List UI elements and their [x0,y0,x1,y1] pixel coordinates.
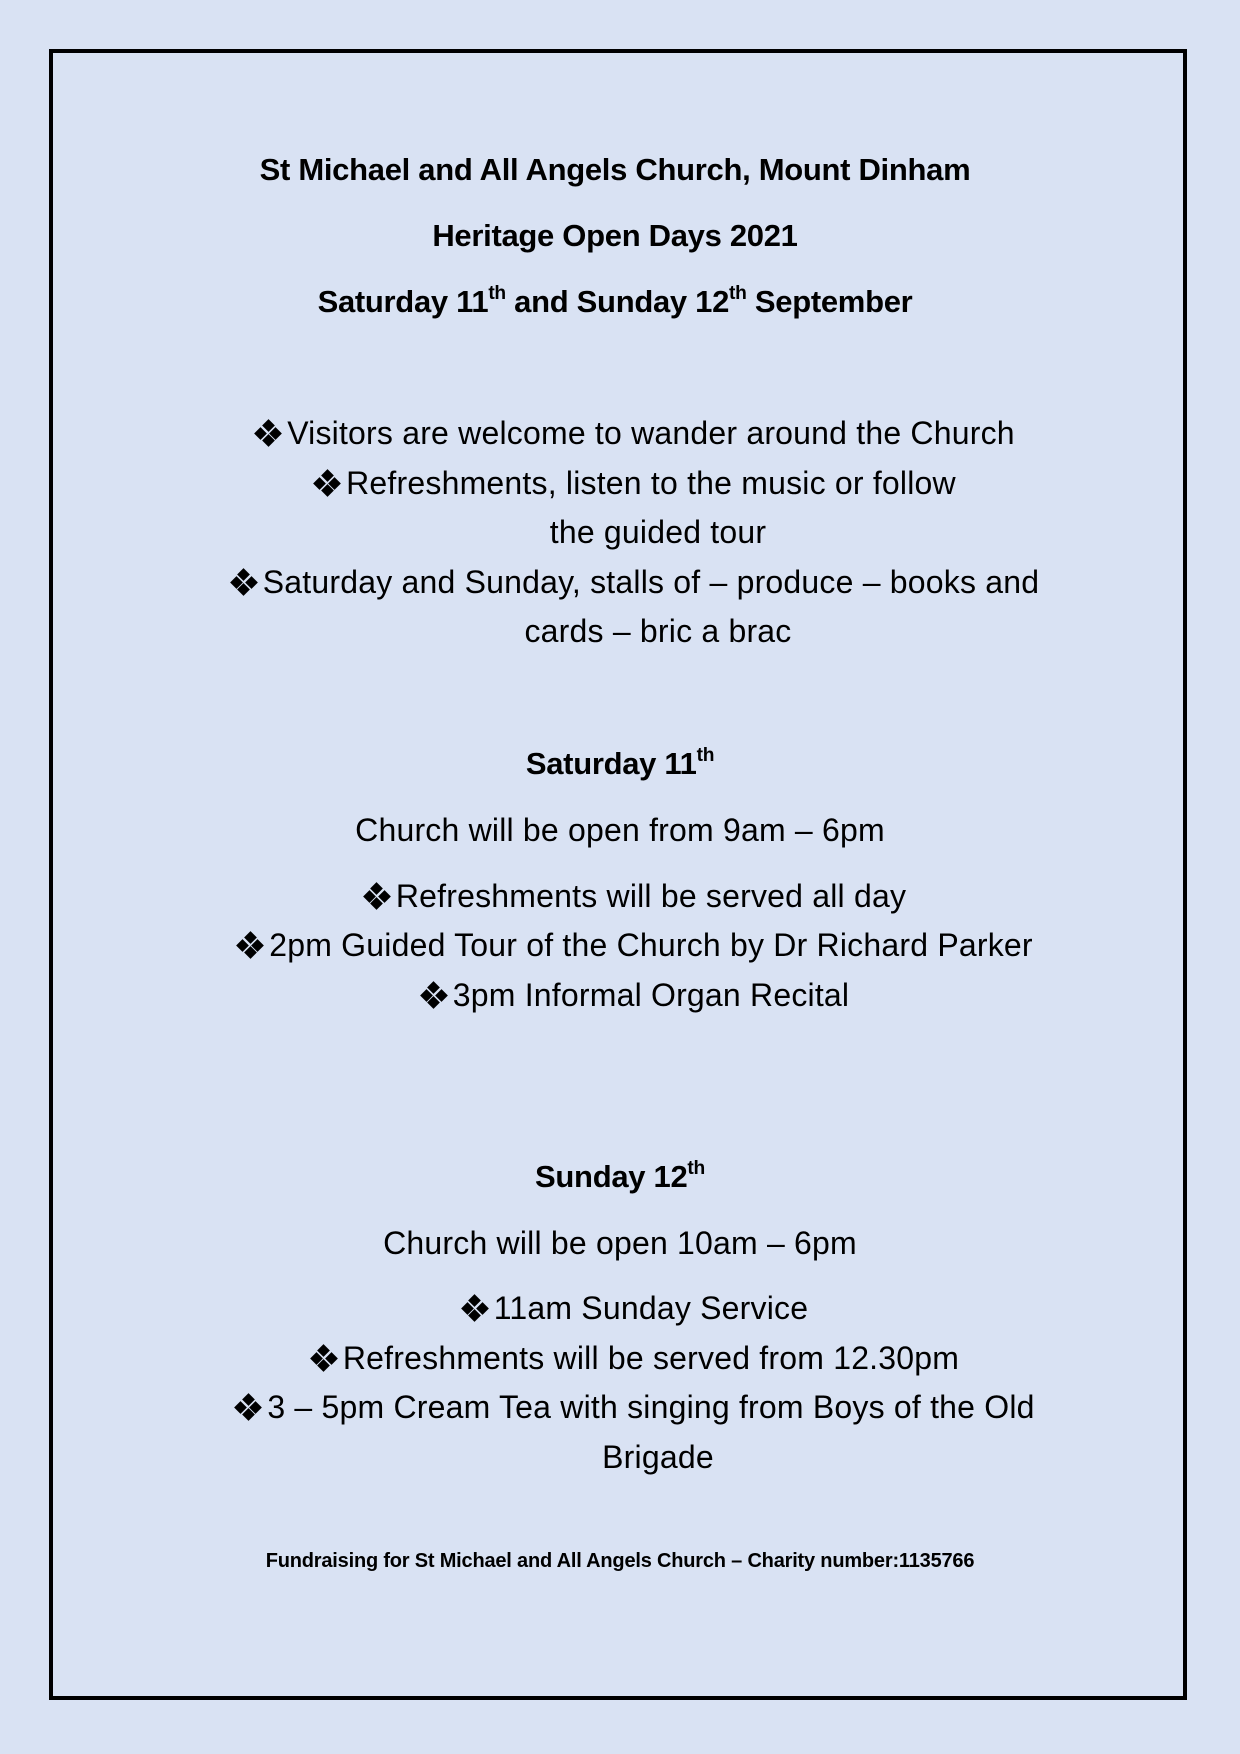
list-item-text: Refreshments, listen to the music or follow [346,465,956,501]
list-item-text: 11am Sunday Service [493,1290,809,1326]
sunday-heading-sup: th [687,1157,705,1179]
dates-part2: and Sunday 12 [505,284,730,319]
list-item-continuation: Brigade [602,1439,714,1475]
diamond-cluster-icon [311,1345,337,1371]
diamond-cluster-icon [421,982,447,1008]
list-item [15,927,1240,964]
diamond-cluster-icon [314,470,340,496]
diamond-cluster-icon [255,420,281,446]
list-item-text: Refreshments will be served all day [395,878,907,914]
dates-sup1: th [488,282,506,304]
list-item-text: Refreshments will be served from 12.30pm [342,1340,960,1376]
saturday-heading [0,746,1240,782]
dates-part3: September [746,284,913,319]
list-item [15,415,1240,452]
list-item [15,564,1240,601]
dates-part1: Saturday 11 [317,284,489,319]
footer-note: Fundraising for St Michael and All Angels Church – Charity number:1135766 [265,1550,975,1572]
sunday-heading-text: Sunday 12 [535,1159,688,1194]
sunday-opening: Church will be open 10am – 6pm [383,1225,857,1261]
list-item [15,465,1240,502]
diamond-cluster-icon [237,932,263,958]
diamond-cluster-icon [462,1295,488,1321]
sunday-heading [0,1159,1240,1195]
saturday-heading-text: Saturday 11 [525,746,697,781]
list-item [15,878,1240,915]
list-item-continuation: the guided tour [549,514,767,550]
event-title: Heritage Open Days 2021 [432,218,798,253]
dates-sup2: th [729,282,747,304]
list-item [15,1389,1240,1426]
event-dates [0,284,1235,320]
diamond-cluster-icon [364,883,390,909]
list-item [15,977,1240,1014]
saturday-heading-sup: th [696,744,715,766]
list-item-text: 3 – 5pm Cream Tea with singing from Boys of the Old [267,1389,1035,1425]
list-item-continuation: cards – bric a brac [524,613,792,649]
list-item-text: 2pm Guided Tour of the Church by Dr Richard Parker [269,927,1033,963]
saturday-opening: Church will be open from 9am – 6pm [355,812,885,848]
list-item-text: Saturday and Sunday, stalls of – produce – books and [262,564,1040,600]
list-item [15,1340,1240,1377]
list-item [15,1290,1240,1327]
diamond-cluster-icon [231,569,257,595]
diamond-cluster-icon [235,1394,261,1420]
list-item-text: Visitors are welcome to wander around the Church [287,415,1015,451]
list-item-text: 3pm Informal Organ Recital [452,977,850,1013]
church-name: St Michael and All Angels Church, Mount Dinham [259,152,971,187]
